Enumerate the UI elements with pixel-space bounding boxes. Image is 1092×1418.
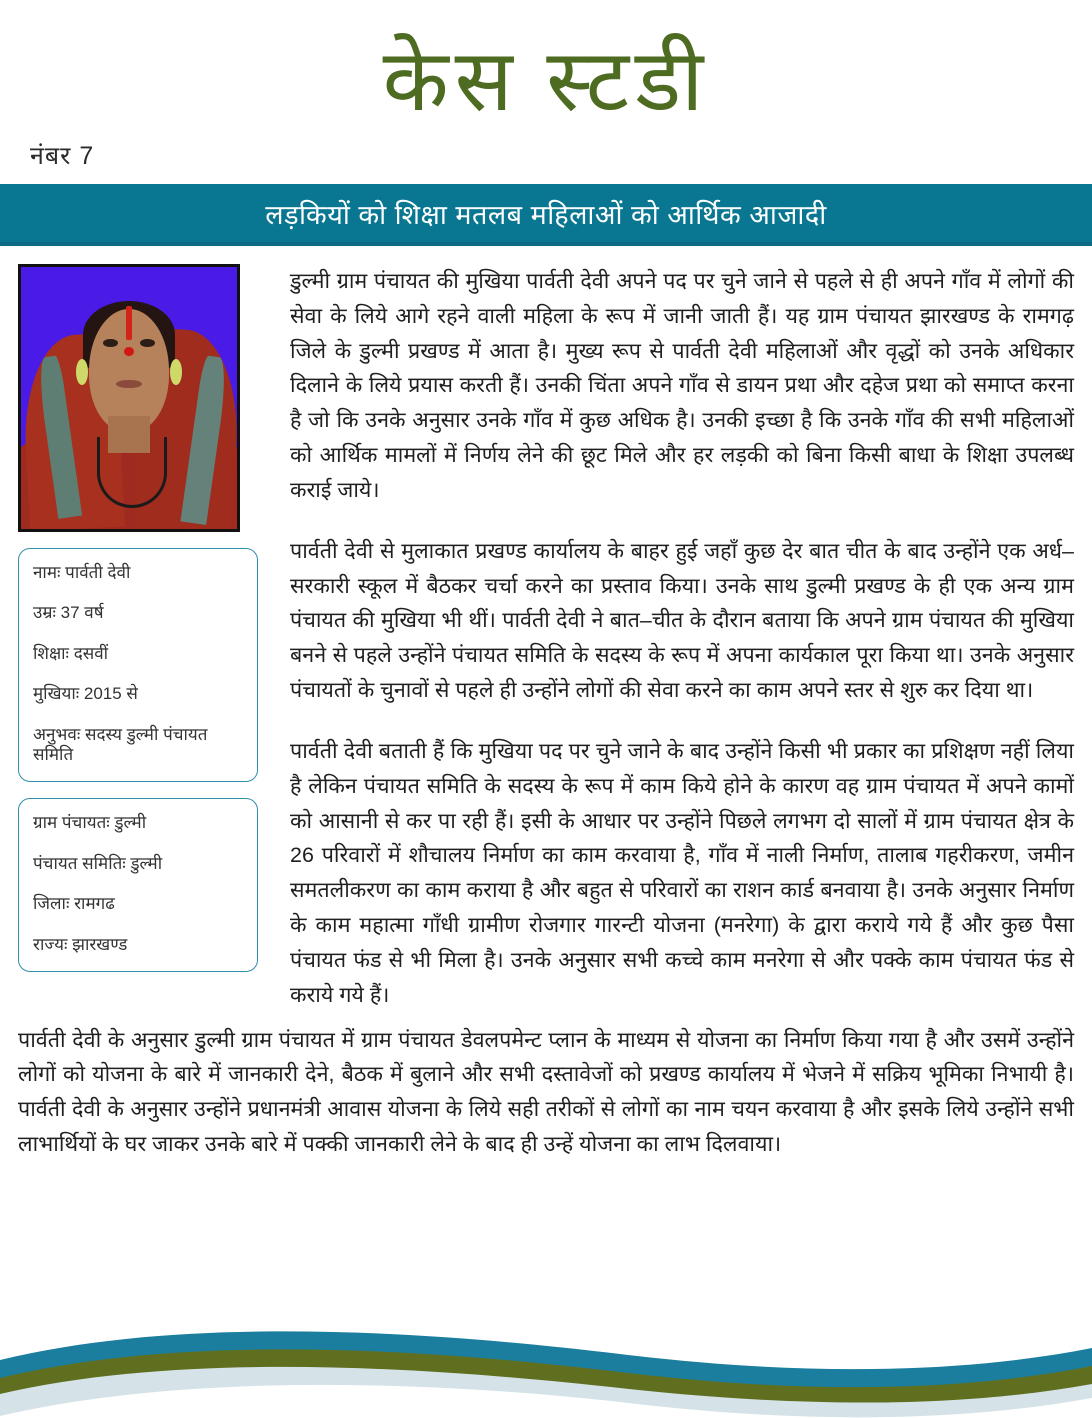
article-column — [276, 264, 1074, 1013]
page-header — [0, 0, 1092, 246]
profile-info-box — [18, 548, 258, 782]
closing-block — [0, 1013, 1092, 1162]
left-sidebar — [18, 264, 258, 972]
location-info-box — [18, 798, 258, 972]
profile-row-mukhiya: मुखियाः 2015 से — [33, 684, 138, 704]
profile-row-experience: अनुभवः सदस्य डुल्मी पंचायत समिति — [33, 724, 208, 764]
main-content — [0, 246, 1092, 1013]
headline-banner — [0, 184, 1092, 246]
profile-row-education: शिक्षाः दसवीं — [33, 643, 109, 663]
issue-number-label: नंबर 7 — [30, 142, 95, 170]
article-paragraph-4: पार्वती देवी के अनुसार डुल्मी ग्राम पंचायत में ग्राम पंचायत डेवलपमेन्ट प्लान के माध्यम से योजना का निर्माण किया गया है और उसमें उन्होंने लोगों को योजना के बारे में जानकारी देने, बैठक में बुलाने और सभी दस्तावेजों को प्रखण्ड कार्यालय में भेजने में सक्रिय भूमिका निभायी है। पार्वती देवी के अनुसार उन्होंने प्रधानमंत्री आवास योजना के लिये सही तरीकों से लोगों का नाम चयन करवाया है और इसके लिये उन्होंने सभी लाभार्थियों के घर जाकर उनके बारे में पक्की जानकारी लेने के बाद ही उन्हें योजना का लाभ दिलवाया। — [18, 1027, 1074, 1157]
article-paragraph-1: डुल्मी ग्राम पंचायत की मुखिया पार्वती देवी अपने पद पर चुने जाने से पहले से ही अपने गाँव में लोगों की सेवा के लिये आगे रहने वाली महिला के रूप में जानी जाती हैं। यह ग्राम पंचायत झारखण्ड के रामगढ़ जिले के डुल्मी प्रखण्ड में आता है। मुख्य रूप से पार्वती देवी महिलाओं और वृद्धों को उनके अधिकार दिलाने के लिये प्रयास करती हैं। उनकी चिंता अपने गाँव से डायन प्रथा और दहेज प्रथा को समाप्त करना है जो कि उनके अनुसार उनके गाँव में कुछ अधिक है। उनकी इच्छा है कि उनके गाँव की सभी महिलाओं को आर्थिक मामलों में निर्णय लेने की छूट मिले और हर लड़की को बिना किसी बाधा के शिक्षा उपलब्ध कराई जाये। — [290, 269, 1074, 502]
page-title: केस स्टडी — [382, 33, 710, 129]
headline-text: लड़कियों को शिक्षा मतलब महिलाओं को आर्थिक आजादी — [265, 199, 827, 230]
footer-wave-decoration — [0, 1308, 1092, 1418]
portrait-photo — [18, 264, 240, 532]
portrait-illustration — [21, 267, 237, 529]
location-row-district: जिलाः रामगढ — [33, 894, 115, 914]
location-row-panchayat-samiti: पंचायत समितिः डुल्मी — [33, 853, 163, 873]
profile-row-age: उम्रः 37 वर्ष — [33, 603, 104, 623]
profile-row-name: नामः पार्वती देवी — [33, 563, 131, 582]
article-paragraph-3: पार्वती देवी बताती हैं कि मुखिया पद पर चुने जाने के बाद उन्होंने किसी भी प्रकार का प्रशिक्षण नहीं लिया है लेकिन पंचायत समिति के सदस्य के रूप में काम किये होने के कारण वह ग्राम पंचायत में अपने कामों को आसानी से कर पा रही हैं। इसी के आधार पर उन्होंने पिछले लगभग दो सालों में ग्राम पंचायत क्षेत्र के 26 परिवारों में शौचालय निर्माण का काम करवाया है, गाँव में नाली निर्माण, तालाब गहरीकरण, जमीन समतलीकरण का काम कराया है और बहुत से परिवारों का राशन कार्ड बनवाया है। उनके अनुसार निर्माण के काम महात्मा गाँधी ग्रामीण रोजगार गारन्टी योजना (मनरेगा) के द्वारा कराये गये हैं और कुछ पैसा पंचायत फंड से भी मिला है। उनके अनुसार सभी कच्चे काम मनरेगा से और पक्के काम पंचायत फंड से कराये गये हैं। — [290, 738, 1074, 1007]
location-row-gram-panchayat: ग्राम पंचायतः डुल्मी — [33, 813, 147, 833]
article-paragraph-2: पार्वती देवी से मुलाकात प्रखण्ड कार्यालय के बाहर हुई जहाँ कुछ देर बात चीत के बाद उन्होंने एक अर्ध–सरकारी स्कूल में बैठकर चर्चा करने का प्रस्ताव किया। उनके साथ डुल्मी प्रखण्ड के ही एक अन्य ग्राम पंचायत की मुखिया भी थीं। पार्वती देवी ने बात–चीत के दौरान बताया कि अपने ग्राम पंचायत की मुखिया बनने से पहले उन्होंने पंचायत समिति के सदस्य के रूप में अपना कार्यकाल पूरा किया था। उनके अनुसार पंचायतों के चुनावों से पहले ही उन्होंने लोगों की सेवा करने का काम अपने स्तर से शुरु कर दिया था। — [290, 538, 1074, 703]
location-row-state: राज्यः झारखण्ड — [33, 934, 128, 954]
